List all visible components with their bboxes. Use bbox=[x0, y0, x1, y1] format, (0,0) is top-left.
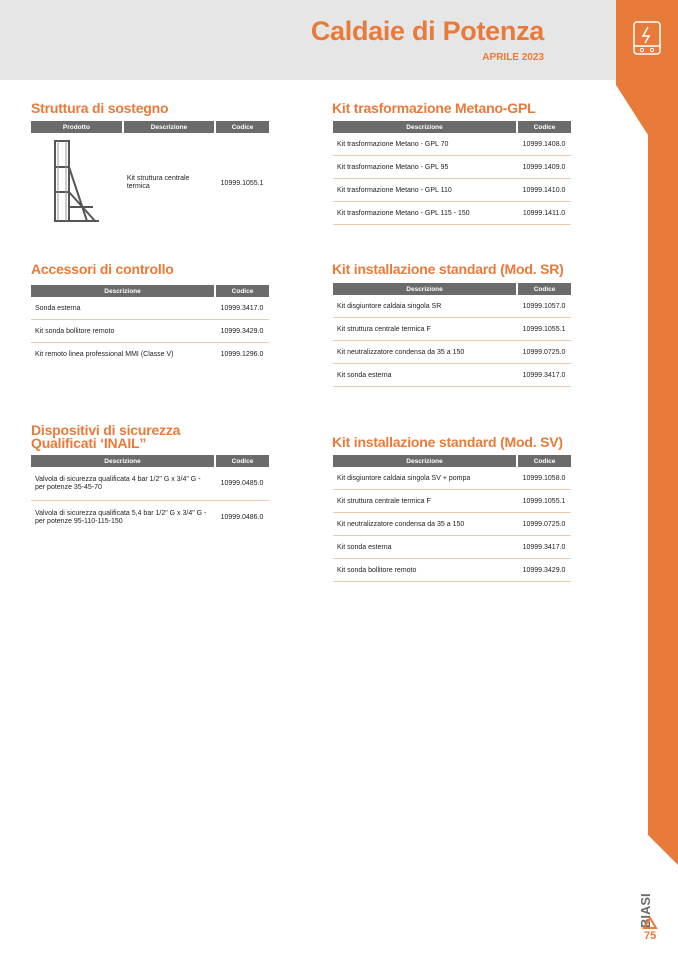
row-desc: Kit trasformazione Metano - GPL 95 bbox=[333, 156, 517, 179]
col-header-code: Codice bbox=[517, 121, 571, 133]
row-code: 10999.1057.0 bbox=[517, 295, 571, 318]
col-header-code: Codice bbox=[517, 283, 571, 295]
row-code: 10999.0485.0 bbox=[215, 467, 269, 501]
row-desc: Kit trasformazione Metano - GPL 115 - 150 bbox=[333, 202, 517, 225]
row-code: 10999.1055.1 bbox=[517, 318, 571, 341]
row-desc: Kit disgiuntore caldaia singola SR bbox=[333, 295, 517, 318]
row-code: 10999.1058.0 bbox=[517, 467, 571, 490]
col-header-desc: Descrizione bbox=[123, 121, 215, 133]
table-row bbox=[31, 501, 269, 535]
brand-logo bbox=[638, 870, 662, 930]
svg-text:BIASI: BIASI bbox=[638, 893, 653, 928]
page-title: Caldaie di Potenza bbox=[310, 16, 544, 46]
row-desc: Kit sonda esterna bbox=[333, 364, 517, 387]
table-row bbox=[31, 343, 269, 366]
section-title-accessori: Accessori di controllo bbox=[31, 261, 174, 277]
product-image-cell bbox=[31, 133, 123, 233]
row-code: 10999.0725.0 bbox=[517, 513, 571, 536]
table-row bbox=[333, 133, 571, 156]
table-row bbox=[333, 156, 571, 179]
row-desc-line: Valvola di sicurezza qualificata 4 bar 1/2" G x 3/4" G - bbox=[35, 475, 201, 483]
col-header-code: Codice bbox=[215, 285, 269, 297]
table-row bbox=[333, 295, 571, 318]
row-code: 10999.1055.1 bbox=[220, 179, 264, 187]
row-code: 10999.1055.1 bbox=[517, 490, 571, 513]
col-header-code: Codice bbox=[215, 455, 269, 467]
table-kit-sr bbox=[333, 283, 571, 387]
row-desc: Kit neutralizzatore condensa da 35 a 150 bbox=[333, 513, 517, 536]
section-title-line: Dispositivi di sicurezza bbox=[31, 422, 181, 438]
table-row bbox=[31, 133, 269, 233]
table-row bbox=[333, 318, 571, 341]
row-desc-line: per potenze 35-45-70 bbox=[35, 483, 102, 491]
row-code: 10999.1408.0 bbox=[517, 133, 571, 156]
row-desc-line: per potenze 95-110-115-150 bbox=[35, 517, 123, 525]
col-header-desc: Descrizione bbox=[333, 121, 517, 133]
side-band bbox=[616, 0, 678, 959]
support-stand-icon bbox=[47, 137, 107, 229]
col-header-desc: Descrizione bbox=[31, 455, 215, 467]
table-row bbox=[333, 364, 571, 387]
row-code: 10999.0486.0 bbox=[220, 514, 264, 521]
table-row bbox=[333, 513, 571, 536]
row-code: 10999.3429.0 bbox=[215, 320, 269, 343]
row-code: 10999.1411.0 bbox=[517, 202, 571, 225]
row-desc: Kit trasformazione Metano - GPL 70 bbox=[333, 133, 517, 156]
page-number: 75 bbox=[644, 930, 657, 942]
row-code: 10999.3429.0 bbox=[517, 559, 571, 582]
row-code: 10999.3417.0 bbox=[517, 536, 571, 559]
col-header-desc: Descrizione bbox=[31, 285, 215, 297]
row-desc: Kit trasformazione Metano - GPL 110 bbox=[333, 179, 517, 202]
row-code: 10999.3417.0 bbox=[517, 364, 571, 387]
row-desc: Kit struttura centrale termica bbox=[126, 175, 190, 190]
row-code: 10999.1409.0 bbox=[517, 156, 571, 179]
section-title-kit-sr: Kit installazione standard (Mod. SR) bbox=[332, 261, 564, 277]
table-row bbox=[333, 341, 571, 364]
row-desc bbox=[31, 467, 215, 501]
row-desc: Kit sonda esterna bbox=[333, 536, 517, 559]
table-row bbox=[31, 320, 269, 343]
section-title-line: Qualificati ‘INAIL” bbox=[31, 435, 147, 451]
col-header-code: Codice bbox=[215, 121, 269, 133]
table-row bbox=[333, 536, 571, 559]
row-desc: Kit sonda bollitore remoto bbox=[333, 559, 517, 582]
table-row bbox=[333, 467, 571, 490]
table-struttura bbox=[31, 121, 269, 233]
row-code: 10999.0725.0 bbox=[517, 341, 571, 364]
row-desc: Kit struttura centrale termica F bbox=[333, 318, 517, 341]
table-row bbox=[333, 559, 571, 582]
section-title-dispositivi bbox=[31, 424, 180, 450]
table-kit-sv bbox=[333, 455, 571, 582]
col-header-code: Codice bbox=[517, 455, 571, 467]
row-desc: Kit remoto linea professional MMI (Classe V) bbox=[35, 350, 174, 358]
row-desc-line: Valvola di sicurezza qualificata 5,4 bar 1/2" G x 3/4" G - bbox=[35, 509, 207, 517]
table-row bbox=[333, 202, 571, 225]
table-kit-trasformazione bbox=[333, 121, 571, 225]
section-title-struttura: Struttura di sostegno bbox=[31, 100, 169, 116]
col-header-desc: Descrizione bbox=[333, 283, 517, 295]
col-header-desc: Descrizione bbox=[333, 455, 517, 467]
page-date: APRILE 2023 bbox=[482, 52, 544, 63]
row-desc: Kit disgiuntore caldaia singola SV + pompa bbox=[333, 467, 517, 490]
row-desc: Sonda esterna bbox=[31, 297, 215, 320]
table-row bbox=[333, 179, 571, 202]
row-code: 10999.1410.0 bbox=[517, 179, 571, 202]
section-title-kit-sv: Kit installazione standard (Mod. SV) bbox=[332, 434, 563, 450]
col-header-product: Prodotto bbox=[31, 121, 123, 133]
table-row bbox=[31, 467, 269, 501]
row-desc bbox=[31, 501, 215, 535]
row-desc: Kit sonda bollitore remoto bbox=[31, 320, 215, 343]
table-accessori bbox=[31, 285, 269, 365]
row-code: 10999.3417.0 bbox=[215, 297, 269, 320]
table-row bbox=[31, 297, 269, 320]
table-dispositivi bbox=[31, 455, 269, 534]
row-code: 10999.1296.0 bbox=[220, 350, 264, 358]
boiler-icon bbox=[632, 20, 662, 60]
row-desc: Kit struttura centrale termica F bbox=[333, 490, 517, 513]
table-row bbox=[333, 490, 571, 513]
section-title-kit-trasformazione: Kit trasformazione Metano-GPL bbox=[332, 100, 536, 116]
row-desc: Kit neutralizzatore condensa da 35 a 150 bbox=[333, 341, 517, 364]
page-header bbox=[0, 0, 616, 80]
